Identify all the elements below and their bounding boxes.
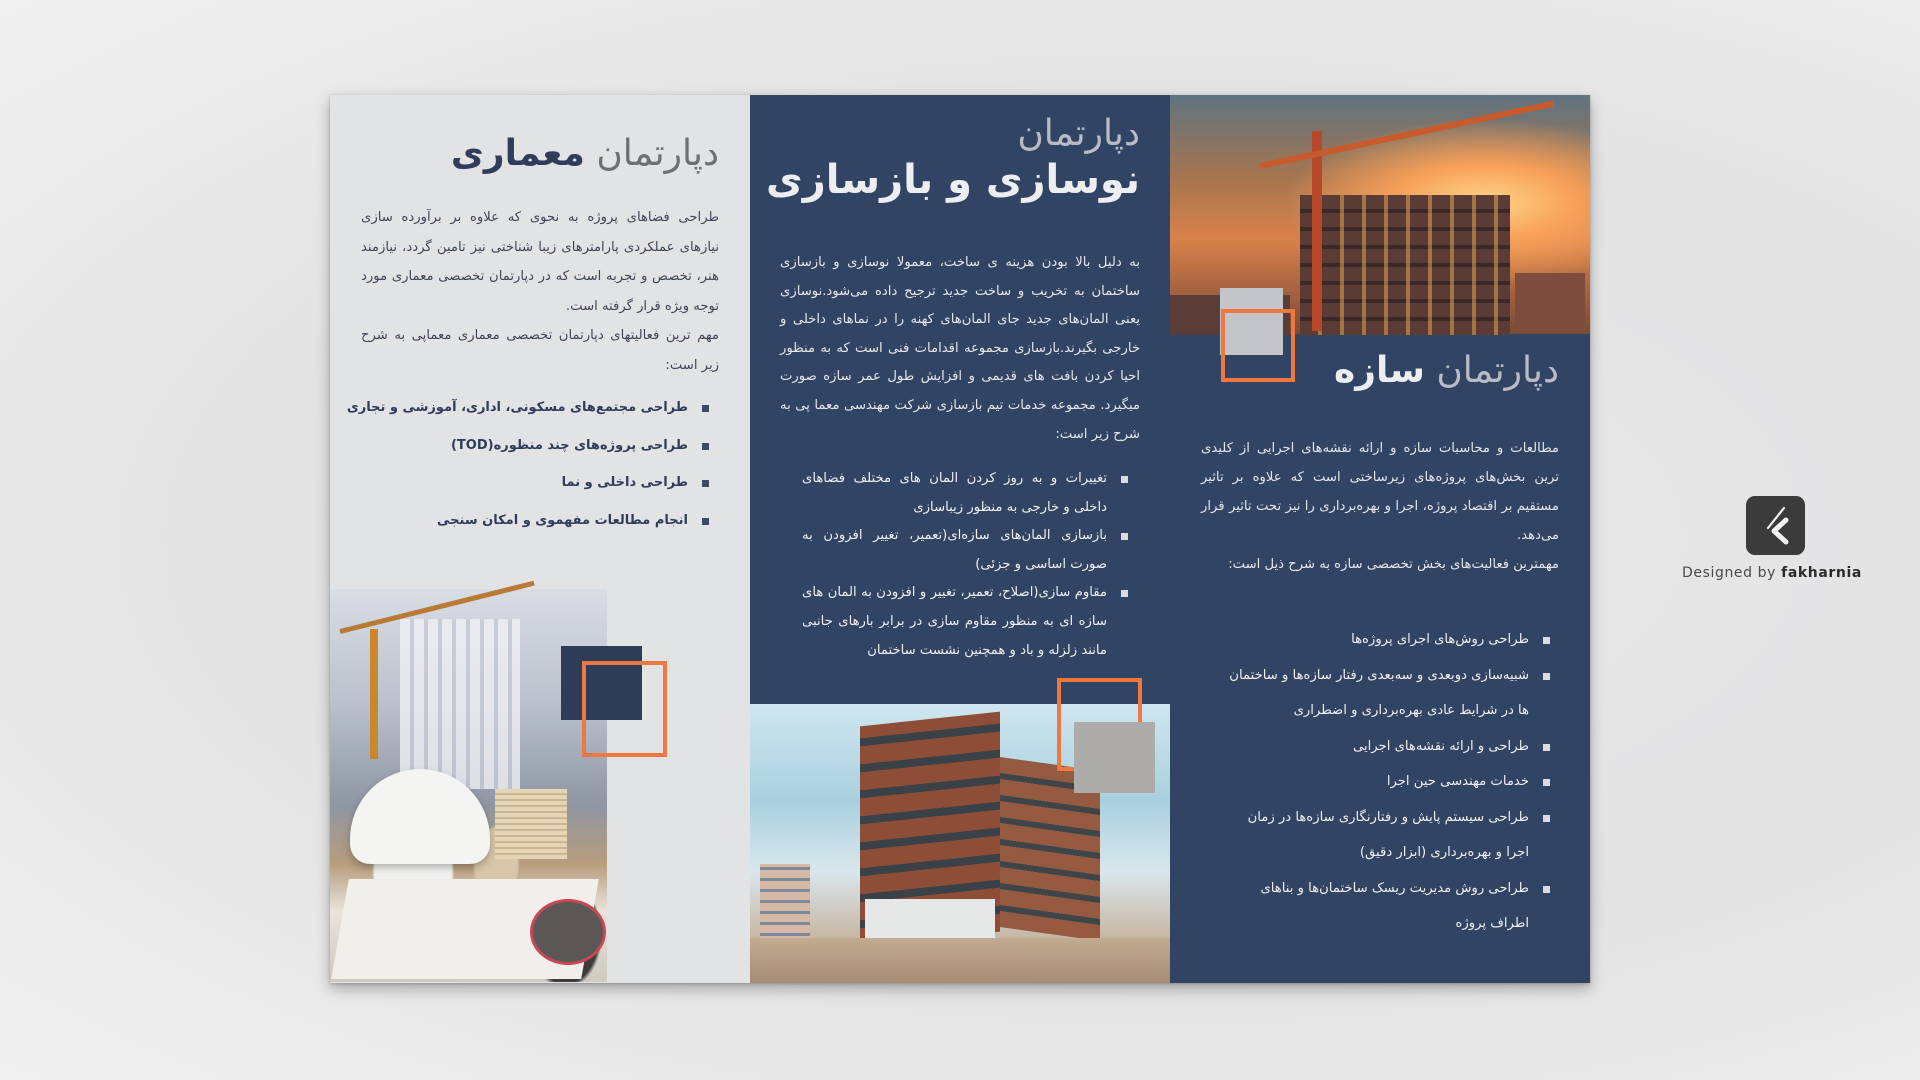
square-bullet-icon (1543, 744, 1550, 751)
renovation-title-prefix: دپارتمان (1017, 113, 1140, 154)
square-bullet-icon (702, 518, 709, 525)
list-item: خدمات مهندسی حین اجرا (1222, 764, 1550, 800)
panel-architecture (330, 95, 750, 983)
title-prefix: دپارتمان (596, 133, 719, 174)
list-item: طراحی پروژه‌های چند منظوره(TOD) (350, 434, 709, 472)
list-item: تغییرات و به روز کردن المان های مختلف فضاهای داخلی و خارجی به منظور زیباسازی (802, 465, 1128, 522)
square-bullet-icon (1543, 815, 1550, 822)
list-item: انجام مطالعات مفهموی و امکان سنجی (350, 509, 709, 547)
list-item: طراحی داخلی و نما (350, 471, 709, 509)
credit-prefix: Designed by (1682, 565, 1777, 581)
fakharnia-logo-icon (1746, 496, 1805, 555)
credit-name: fakharnia (1781, 565, 1862, 581)
architecture-title (451, 133, 719, 174)
decorative-gray-square (1074, 722, 1155, 793)
decorative-orange-square-outline (1221, 309, 1295, 382)
list-item: طراحی روش مدیریت ریسک ساختمان‌ها و بناهای اطراف پروژه (1222, 871, 1550, 942)
list-item: طراحی روش‌های اجرای پروژه‌ها (1222, 622, 1550, 658)
square-bullet-icon (702, 480, 709, 487)
designer-credit (1682, 565, 1862, 581)
square-bullet-icon (1543, 779, 1550, 786)
title-prefix: دپارتمان (1436, 350, 1559, 391)
paragraph: مطالعات و محاسبات سازه و ارائه نقشه‌های اجرایی از کلیدی ترین بخش‌های پروژه‌های زیرساختی است که علاوه بر تاثیر مستقیم بر اقتصاد پروژه، اجرا و بهره‌برداری را نیز تحت تاثیر قرار می‌دهد. (1201, 441, 1559, 543)
decorative-orange-square-outline (582, 661, 667, 757)
trifold-brochure (330, 95, 1590, 983)
list-item: مقاوم سازی(اصلاح، تعمیر، تغییر و افزودن به المان های سازه ای به منظور مقاوم سازی در برابر بارهای جانبی مانند زلزله و باد و همچنین نشست ساختمان (802, 579, 1128, 665)
list-item: شبیه‌سازی دوبعدی و سه‌بعدی رفتار سازه‌ها و ساختمان ها در شرایط عادی بهره‌برداری و اضطراری (1222, 658, 1550, 729)
paragraph: مهم ترین فعالیتهای دپارتمان تخصصی معماری معماپی به شرح زیر است: (361, 328, 719, 373)
renovation-body: به دلیل بالا بودن هزینه ی ساخت، معمولا نوسازی و بازسازی ساختمان به تخریب و ساخت جدید ترجیح داده می‌شود.نوسازی یعنی المان‌های جدید جای المان‌های کهنه را در نماهای داخلی و خارجی بگیرند.بازسازی مجموعه اقدامات فنی است که به منظور احیا کردن بافت های قدیمی و افزایش طول عمر سازه صورت میگیرد. مجموعه خدمات تیم بازسازی شرکت مهندسی معما پی به شرح زیر است: (780, 255, 1140, 442)
panel-renovation (750, 95, 1170, 983)
structure-body (1201, 434, 1559, 579)
renovation-title-main: نوسازی و بازسازی (766, 157, 1140, 203)
title-main: معماری (450, 133, 585, 174)
square-bullet-icon (1543, 637, 1550, 644)
square-bullet-icon (702, 405, 709, 412)
list-item: طراحی و ارائه نقشه‌های اجرایی (1222, 729, 1550, 765)
structure-services-list (1222, 622, 1550, 942)
square-bullet-icon (1121, 476, 1128, 483)
list-item: طراحی سیستم پایش و رفتارنگاری سازه‌ها در زمان اجرا و بهره‌برداری (ابزار دقیق) (1222, 800, 1550, 871)
square-bullet-icon (1121, 533, 1128, 540)
architecture-body (361, 203, 719, 380)
square-bullet-icon (1543, 673, 1550, 680)
square-bullet-icon (702, 443, 709, 450)
architecture-services-list (346, 396, 709, 546)
renovation-services-list (802, 465, 1128, 665)
square-bullet-icon (1121, 590, 1128, 597)
structure-title (1334, 350, 1559, 391)
title-main: سازه (1333, 350, 1425, 391)
panel-structure (1170, 95, 1590, 983)
square-bullet-icon (1543, 886, 1550, 893)
paragraph: مهمترین فعالیت‌های بخش تخصصی سازه به شرح ذیل است: (1228, 557, 1559, 572)
paragraph: طراحی فضاهای پروژه به نحوی که علاوه بر برآورده سازی نیازهای عملکردی پارامترهای زیبا شناختی نیز تامین گردد، نیازمند هنر، تخصص و تجربه است که در دپارتمان تخصصی معماری مورد توجه ویژه قرار گرفته است. (361, 210, 719, 314)
list-item: طراحی مجتمع‌های مسکونی، اداری، آموزشی و تجاری (350, 396, 709, 434)
list-item: بازسازی المان‌های سازه‌ای(تعمیر، تغییر افزودن به صورت اساسی و جزئی) (802, 522, 1128, 579)
